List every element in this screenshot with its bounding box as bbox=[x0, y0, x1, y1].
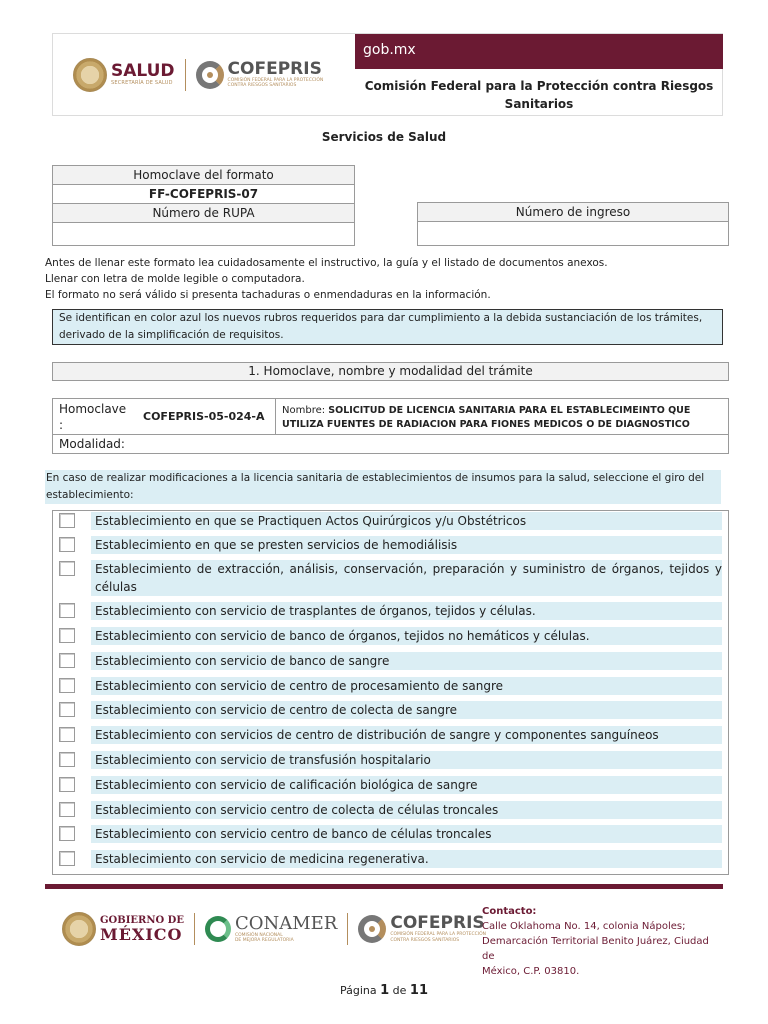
checklist-item-label: Establecimiento con servicio de centro de colecta de sangre bbox=[91, 701, 722, 719]
footer-cofepris-main: COFEPRIS bbox=[390, 913, 485, 933]
checklist-item-label: Establecimiento con servicio de banco de órganos, tejidos no hemáticos y células. bbox=[91, 627, 722, 645]
cofepris-logo bbox=[196, 58, 324, 89]
checkbox[interactable] bbox=[59, 561, 75, 576]
conamer-mark-icon bbox=[205, 916, 231, 942]
header-right bbox=[355, 34, 723, 115]
checklist-item-label: Establecimiento con servicio de trasplantes de órganos, tejidos y células. bbox=[91, 602, 722, 620]
footer-logos bbox=[62, 912, 486, 946]
tramite-name-value: SOLICITUD DE LICENCIA SANITARIA PARA EL ESTABLECIMEINTO QUE UTILIZA FUENTES DE RADIACION PARA FIONES MEDICOS O DE DIAGNOSTICO bbox=[282, 405, 691, 430]
checklist-item-label: Establecimiento con servicios de centro de distribución de sangre y componentes sanguíneos bbox=[91, 726, 722, 744]
ingreso-field[interactable] bbox=[418, 222, 728, 245]
homoclave-value: FF-COFEPRIS-07 bbox=[53, 185, 354, 204]
checklist-item-label: Establecimiento con servicio de banco de sangre bbox=[91, 652, 722, 670]
instruction-line: El formato no será válido si presenta tachaduras o enmendaduras en la información. bbox=[45, 289, 491, 301]
tramite-name bbox=[282, 404, 724, 432]
checkbox[interactable] bbox=[59, 752, 75, 767]
checkbox[interactable] bbox=[59, 513, 75, 528]
cofepris-logo-sub1: COMISIÓN FEDERAL PARA LA PROTECCIÓN bbox=[227, 77, 324, 83]
header-logos bbox=[53, 34, 355, 115]
cofepris-mark-icon bbox=[358, 915, 386, 943]
checkbox[interactable] bbox=[59, 826, 75, 841]
modalidad-label: Modalidad: bbox=[59, 437, 125, 451]
homoclave-label: Homoclave del formato bbox=[53, 166, 354, 185]
giro-intro: En caso de realizar modificaciones a la licencia sanitaria de establecimientos de insumos para la salud, seleccione el giro del establecimiento: bbox=[45, 470, 721, 504]
conamer-logo bbox=[205, 912, 338, 944]
homoclave-tramite-value: COFEPRIS-05-024-A bbox=[143, 410, 265, 423]
checklist-item-label: Establecimiento con servicio de medicina regenerativa. bbox=[91, 850, 722, 868]
rupa-field[interactable] bbox=[53, 223, 354, 245]
checkbox[interactable] bbox=[59, 702, 75, 717]
contact-line: México, C.P. 03810. bbox=[482, 966, 580, 977]
contact-block bbox=[482, 904, 722, 979]
footer-cofepris-sub2: CONTRA RIESGOS SANITARIOS bbox=[390, 937, 460, 943]
section-1-title: 1. Homoclave, nombre y modalidad del trámite bbox=[52, 362, 729, 381]
footer-divider bbox=[45, 884, 723, 889]
checkbox[interactable] bbox=[59, 727, 75, 742]
tramite-table bbox=[52, 398, 729, 454]
homoclave-tramite-label: Homoclave : bbox=[59, 402, 127, 432]
agency-name: Comisión Federal para la Protección contra Riesgos Sanitarios bbox=[364, 79, 714, 111]
page-of: de bbox=[392, 984, 407, 997]
contact-title: Contacto: bbox=[482, 906, 537, 917]
gobierno-line2: MÉXICO bbox=[100, 925, 183, 944]
checklist-item-label: Establecimiento con servicio de centro de procesamiento de sangre bbox=[91, 677, 722, 695]
salud-logo-main: SALUD bbox=[111, 61, 175, 81]
salud-logo-sub: SECRETARÍA DE SALUD bbox=[111, 80, 173, 86]
conamer-sub1: COMISIÓN NACIONAL bbox=[234, 932, 283, 938]
blue-notice: Se identifican en color azul los nuevos rubros requeridos para dar cumplimiento a la debida sustanciación de los trámites, derivado de la simplificación de requisitos. bbox=[52, 309, 723, 345]
giro-checklist bbox=[52, 510, 729, 875]
rupa-label: Número de RUPA bbox=[53, 204, 354, 223]
checklist-item-label: Establecimiento en que se presten servicios de hemodiálisis bbox=[91, 536, 722, 554]
logo-divider bbox=[185, 59, 186, 91]
homoclave-box bbox=[52, 165, 355, 246]
checkbox[interactable] bbox=[59, 537, 75, 552]
instructions bbox=[45, 255, 725, 303]
national-seal-icon bbox=[62, 912, 96, 946]
gobierno-line1: GOBIERNO DE bbox=[100, 915, 184, 926]
cofepris-logo-main: COFEPRIS bbox=[227, 58, 322, 79]
checklist-item-label: Establecimiento de extracción, análisis, conservación, preparación y suministro de órganos, tejidos y células bbox=[91, 560, 722, 596]
footer-cofepris-sub1: COMISIÓN FEDERAL PARA LA PROTECCIÓN bbox=[390, 932, 487, 937]
page-number bbox=[0, 983, 768, 998]
contact-line: Calle Oklahoma No. 14, colonia Nápoles; bbox=[482, 921, 686, 932]
contact-line: Demarcación Territorial Benito Juárez, Ciudad de bbox=[482, 936, 709, 962]
checkbox[interactable] bbox=[59, 777, 75, 792]
checklist-item-label: Establecimiento en que se Practiquen Actos Quirúrgicos y/u Obstétricos bbox=[91, 512, 722, 530]
ingreso-label: Número de ingreso bbox=[418, 203, 728, 222]
checklist-item-label: Establecimiento con servicio de calificación biológica de sangre bbox=[91, 776, 722, 794]
gobierno-mexico-logo bbox=[62, 912, 184, 946]
logo-divider bbox=[347, 913, 348, 945]
national-seal-icon bbox=[73, 58, 107, 92]
instruction-line: Llenar con letra de molde legible o computadora. bbox=[45, 273, 305, 285]
checklist-item-label: Establecimiento con servicio centro de banco de células troncales bbox=[91, 825, 722, 843]
gob-mx-bar: gob.mx bbox=[355, 34, 723, 69]
checkbox[interactable] bbox=[59, 851, 75, 866]
page-prefix: Página bbox=[339, 984, 377, 997]
checklist-item-label: Establecimiento con servicio centro de colecta de células troncales bbox=[91, 801, 722, 819]
ingreso-box bbox=[417, 202, 729, 246]
tramite-name-label: Nombre: bbox=[282, 405, 326, 416]
checkbox[interactable] bbox=[59, 678, 75, 693]
logo-divider bbox=[194, 913, 195, 945]
page-current: 1 bbox=[380, 983, 390, 998]
salud-logo bbox=[73, 58, 175, 92]
checkbox[interactable] bbox=[59, 628, 75, 643]
document-title: Servicios de Salud bbox=[321, 130, 447, 144]
page-total: 11 bbox=[409, 983, 429, 998]
conamer-main: CONAMER bbox=[234, 912, 338, 934]
conamer-sub2: DE MEJORA REGULATORIA bbox=[234, 938, 294, 943]
footer-cofepris-logo bbox=[358, 915, 486, 943]
checkbox[interactable] bbox=[59, 603, 75, 618]
page-header bbox=[52, 33, 723, 116]
checkbox[interactable] bbox=[59, 802, 75, 817]
cofepris-logo-sub2: CONTRA RIESGOS SANITARIOS bbox=[227, 83, 297, 88]
cofepris-mark-icon bbox=[196, 61, 224, 89]
checklist-item-label: Establecimiento con servicio de transfusión hospitalario bbox=[91, 751, 722, 769]
instruction-line: Antes de llenar este formato lea cuidadosamente el instructivo, la guía y el listado de documentos anexos. bbox=[45, 257, 608, 269]
checkbox[interactable] bbox=[59, 653, 75, 668]
